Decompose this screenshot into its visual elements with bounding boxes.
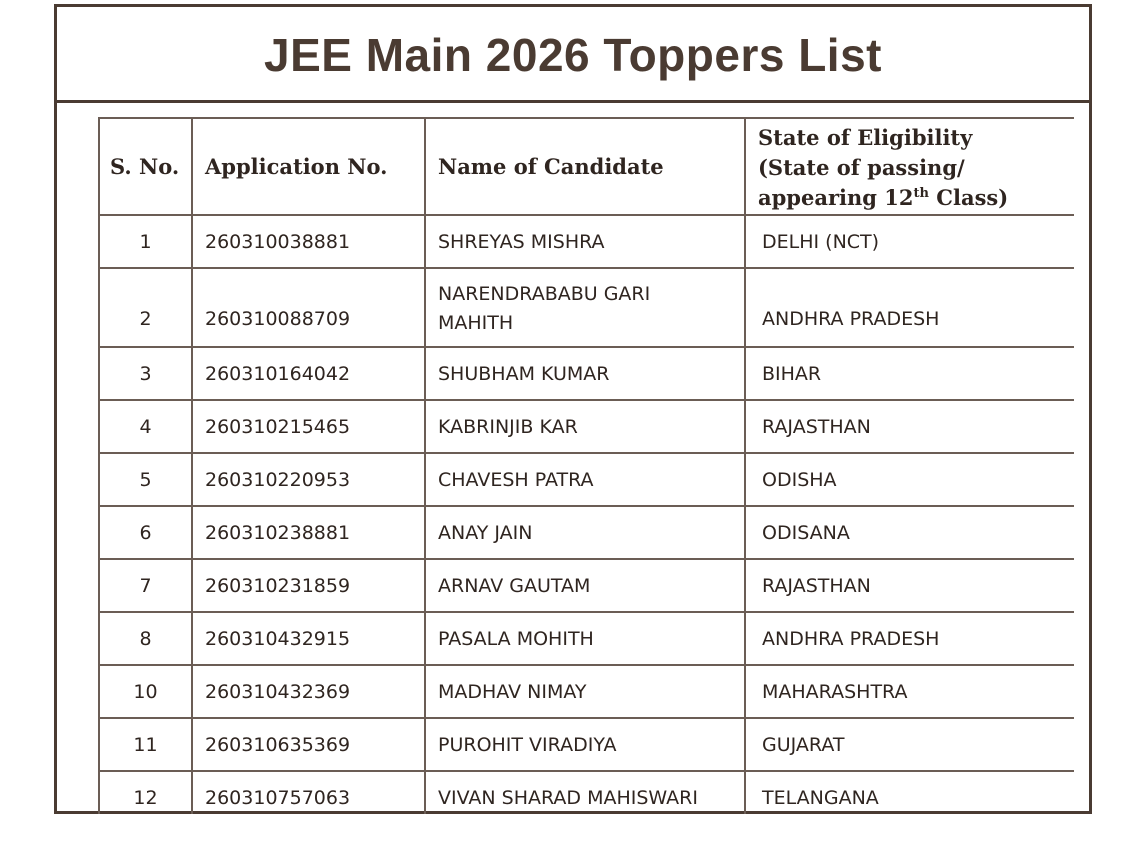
table-row xyxy=(99,347,1074,400)
title-bar xyxy=(57,7,1089,103)
table-row xyxy=(99,771,1074,814)
table-row xyxy=(99,612,1074,665)
cell-state: RAJASTHAN xyxy=(745,559,1074,612)
header-state-line-3-pre: appearing 12 xyxy=(758,184,914,210)
cell-candidate-name: VIVAN SHARAD MAHISWARI xyxy=(425,771,745,814)
header-sno: S. No. xyxy=(99,118,192,215)
cell-state: ANDHRA PRADESH xyxy=(745,268,1074,347)
header-state-line-3-post: Class) xyxy=(928,184,1009,210)
cell-state: ODISHA xyxy=(745,453,1074,506)
cell-candidate-name: PASALA MOHITH xyxy=(425,612,745,665)
cell-candidate-name: KABRINJIB KAR xyxy=(425,400,745,453)
header-state-line-2: (State of passing/ xyxy=(758,154,965,180)
cell-state: MAHARASHTRA xyxy=(745,665,1074,718)
cell-state: TELANGANA xyxy=(745,771,1074,814)
cell-application-no: 260310238881 xyxy=(192,506,425,559)
cell-sno: 2 xyxy=(99,268,192,347)
table-row xyxy=(99,453,1074,506)
table-row xyxy=(99,559,1074,612)
header-state-line-3 xyxy=(758,183,1074,213)
cell-candidate-name-line-2: MAHITH xyxy=(438,311,514,334)
cell-state: GUJARAT xyxy=(745,718,1074,771)
cell-sno: 6 xyxy=(99,506,192,559)
cell-candidate-name: MADHAV NIMAY xyxy=(425,665,745,718)
cell-candidate-name: SHUBHAM KUMAR xyxy=(425,347,745,400)
table-row xyxy=(99,268,1074,347)
cell-candidate-name: CHAVESH PATRA xyxy=(425,453,745,506)
cell-state: RAJASTHAN xyxy=(745,400,1074,453)
header-state-line-1: State of Eligibility xyxy=(758,124,973,150)
table-row xyxy=(99,400,1074,453)
cell-candidate-name xyxy=(425,268,745,347)
header-application-no: Application No. xyxy=(192,118,425,215)
cell-sno: 3 xyxy=(99,347,192,400)
cell-application-no: 260310432369 xyxy=(192,665,425,718)
cell-candidate-name: ANAY JAIN xyxy=(425,506,745,559)
cell-sno: 1 xyxy=(99,215,192,268)
table-row xyxy=(99,215,1074,268)
cell-sno: 5 xyxy=(99,453,192,506)
cell-candidate-name: PUROHIT VIRADIYA xyxy=(425,718,745,771)
header-state-of-eligibility xyxy=(745,118,1074,215)
cell-application-no: 260310432915 xyxy=(192,612,425,665)
cell-sno: 4 xyxy=(99,400,192,453)
cell-state: ANDHRA PRADESH xyxy=(745,612,1074,665)
cell-application-no: 260310757063 xyxy=(192,771,425,814)
document-frame xyxy=(54,4,1092,814)
cell-sno: 12 xyxy=(99,771,192,814)
cell-application-no: 260310231859 xyxy=(192,559,425,612)
table-row xyxy=(99,506,1074,559)
cell-application-no: 260310088709 xyxy=(192,268,425,347)
cell-sno: 11 xyxy=(99,718,192,771)
cell-application-no: 260310164042 xyxy=(192,347,425,400)
cell-candidate-name: ARNAV GAUTAM xyxy=(425,559,745,612)
toppers-table xyxy=(98,117,1074,814)
table-header-row xyxy=(99,118,1074,215)
toppers-table-container xyxy=(98,117,1074,814)
cell-sno: 10 xyxy=(99,665,192,718)
cell-sno: 7 xyxy=(99,559,192,612)
header-candidate-name: Name of Candidate xyxy=(425,118,745,215)
cell-state: ODISANA xyxy=(745,506,1074,559)
cell-candidate-name-line-1: NARENDRABABU GARI xyxy=(438,282,651,305)
header-state-line-3-sup: th xyxy=(913,185,929,201)
page-title: JEE Main 2026 Toppers List xyxy=(263,28,882,81)
table-row xyxy=(99,718,1074,771)
cell-application-no: 260310635369 xyxy=(192,718,425,771)
cell-candidate-name: SHREYAS MISHRA xyxy=(425,215,745,268)
cell-sno: 8 xyxy=(99,612,192,665)
cell-application-no: 260310215465 xyxy=(192,400,425,453)
cell-state: DELHI (NCT) xyxy=(745,215,1074,268)
cell-application-no: 260310220953 xyxy=(192,453,425,506)
cell-application-no: 260310038881 xyxy=(192,215,425,268)
cell-state: BIHAR xyxy=(745,347,1074,400)
table-row xyxy=(99,665,1074,718)
